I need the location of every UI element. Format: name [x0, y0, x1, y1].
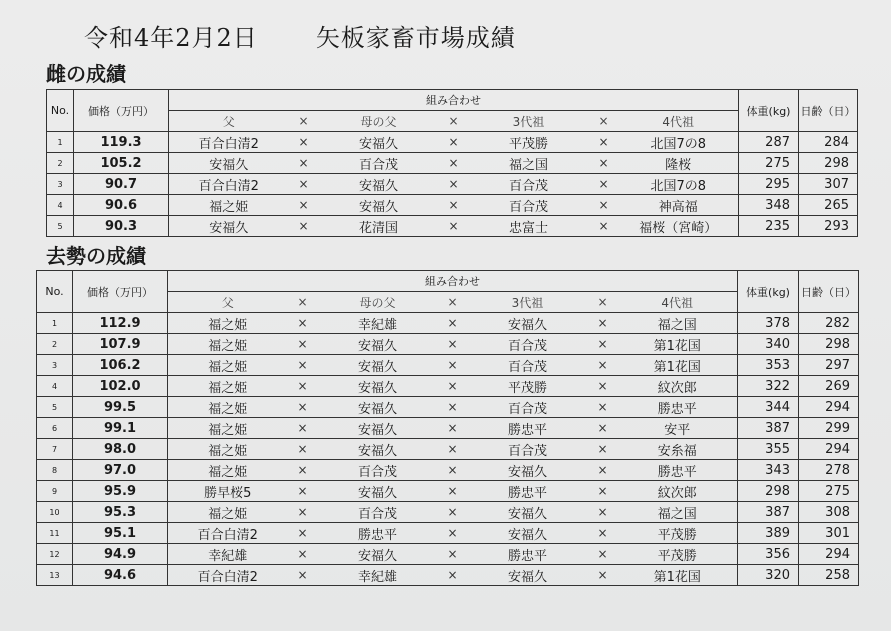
weight-cell: 340 — [738, 334, 799, 355]
age-cell: 269 — [799, 376, 859, 397]
times-sign: × — [438, 544, 468, 565]
gen3-cell: 安福久 — [468, 502, 588, 523]
gen3-cell: 百合茂 — [468, 355, 588, 376]
times-sign: × — [288, 313, 318, 334]
header-age: 日齢（日） — [799, 90, 858, 132]
mother-father-cell: 安福久 — [318, 544, 438, 565]
female-section-title: 雌の成績 — [46, 62, 126, 86]
weight-cell: 343 — [738, 460, 799, 481]
times-sign: × — [288, 460, 318, 481]
father-cell: 福之姫 — [168, 460, 288, 481]
times-sign: × — [589, 216, 619, 237]
times-sign: × — [588, 523, 618, 544]
times-sign: × — [588, 439, 618, 460]
age-cell: 297 — [799, 355, 859, 376]
times-sign: × — [438, 334, 468, 355]
gen3-cell: 勝忠平 — [468, 481, 588, 502]
times-sign: × — [289, 216, 319, 237]
mother-father-cell: 百合茂 — [318, 460, 438, 481]
gen4-cell: 北国7の8 — [619, 174, 739, 195]
header-combination: 組み合わせ — [168, 271, 738, 292]
gen3-cell: 百合茂 — [468, 334, 588, 355]
header-gen4: 4代祖 — [619, 111, 739, 132]
header-price: 価格（万円） — [73, 271, 168, 313]
gen3-cell: 百合茂 — [468, 439, 588, 460]
row-number: 13 — [37, 565, 73, 586]
table-row — [47, 195, 858, 216]
mother-father-cell: 百合茂 — [318, 502, 438, 523]
times-sign: × — [288, 418, 318, 439]
price-cell: 97.0 — [73, 460, 168, 481]
gen3-cell: 平茂勝 — [468, 376, 588, 397]
price-cell: 90.6 — [74, 195, 169, 216]
times-sign: × — [588, 355, 618, 376]
row-number: 1 — [47, 132, 74, 153]
table-row — [37, 313, 859, 334]
gen4-cell: 第1花国 — [618, 565, 738, 586]
row-number: 5 — [47, 216, 74, 237]
gen3-cell: 安福久 — [468, 523, 588, 544]
age-cell: 308 — [799, 502, 859, 523]
price-cell: 106.2 — [73, 355, 168, 376]
table-row — [47, 132, 858, 153]
gen4-cell: 福之国 — [618, 313, 738, 334]
table-row — [37, 523, 859, 544]
mother-father-cell: 安福久 — [318, 397, 438, 418]
gen3-cell: 安福久 — [468, 565, 588, 586]
header-gen3: 3代祖 — [469, 111, 589, 132]
gen4-cell: 福桜（宮崎） — [619, 216, 739, 237]
mother-father-cell: 安福久 — [318, 376, 438, 397]
steer-section-title: 去勢の成績 — [46, 244, 146, 268]
gen4-cell: 平茂勝 — [618, 523, 738, 544]
times-sign: × — [438, 502, 468, 523]
age-cell: 294 — [799, 544, 859, 565]
table-row — [47, 153, 858, 174]
times-sign: × — [438, 460, 468, 481]
row-number: 2 — [47, 153, 74, 174]
father-cell: 安福久 — [169, 216, 289, 237]
weight-cell: 387 — [738, 502, 799, 523]
gen4-cell: 勝忠平 — [618, 460, 738, 481]
gen4-cell: 安糸福 — [618, 439, 738, 460]
father-cell: 百合白清2 — [168, 523, 288, 544]
table-row — [37, 397, 859, 418]
times-sign: × — [588, 565, 618, 586]
times-sign: × — [288, 544, 318, 565]
times-sign: × — [289, 132, 319, 153]
header-combination: 組み合わせ — [169, 90, 739, 111]
father-cell: 百合白清2 — [168, 565, 288, 586]
times-sign: × — [438, 523, 468, 544]
times-sign: × — [589, 153, 619, 174]
age-cell: 298 — [799, 153, 858, 174]
header-x: × — [438, 292, 468, 313]
page-title — [84, 18, 516, 53]
father-cell: 福之姫 — [168, 313, 288, 334]
header-no: No. — [47, 90, 74, 132]
times-sign: × — [439, 153, 469, 174]
mother-father-cell: 幸紀雄 — [318, 565, 438, 586]
age-cell: 258 — [799, 565, 859, 586]
times-sign: × — [438, 355, 468, 376]
gen3-cell: 忠富士 — [469, 216, 589, 237]
weight-cell: 320 — [738, 565, 799, 586]
table-row — [37, 376, 859, 397]
times-sign: × — [288, 565, 318, 586]
mother-father-cell: 百合茂 — [319, 153, 439, 174]
father-cell: 安福久 — [169, 153, 289, 174]
times-sign: × — [288, 376, 318, 397]
father-cell: 福之姫 — [168, 418, 288, 439]
header-x: × — [288, 292, 318, 313]
father-cell: 百合白清2 — [169, 174, 289, 195]
table-row — [37, 439, 859, 460]
market-name: 矢板家畜市場成績 — [315, 24, 516, 52]
times-sign: × — [438, 313, 468, 334]
father-cell: 勝早桜5 — [168, 481, 288, 502]
times-sign: × — [438, 565, 468, 586]
father-cell: 福之姫 — [168, 397, 288, 418]
gen4-cell: 隆桜 — [619, 153, 739, 174]
gen4-cell: 神高福 — [619, 195, 739, 216]
gen3-cell: 福之国 — [469, 153, 589, 174]
gen4-cell: 勝忠平 — [618, 397, 738, 418]
age-cell: 294 — [799, 439, 859, 460]
times-sign: × — [588, 313, 618, 334]
gen3-cell: 百合茂 — [469, 195, 589, 216]
gen4-cell: 北国7の8 — [619, 132, 739, 153]
times-sign: × — [588, 544, 618, 565]
row-number: 11 — [37, 523, 73, 544]
weight-cell: 298 — [738, 481, 799, 502]
weight-cell: 353 — [738, 355, 799, 376]
weight-cell: 295 — [739, 174, 799, 195]
father-cell: 福之姫 — [168, 376, 288, 397]
price-cell: 112.9 — [73, 313, 168, 334]
age-cell: 275 — [799, 481, 859, 502]
price-cell: 98.0 — [73, 439, 168, 460]
father-cell: 百合白清2 — [169, 132, 289, 153]
weight-cell: 235 — [739, 216, 799, 237]
times-sign: × — [439, 132, 469, 153]
father-cell: 福之姫 — [168, 439, 288, 460]
times-sign: × — [588, 418, 618, 439]
times-sign: × — [288, 502, 318, 523]
header-father: 父 — [168, 292, 288, 313]
weight-cell: 389 — [738, 523, 799, 544]
times-sign: × — [438, 418, 468, 439]
weight-cell: 378 — [738, 313, 799, 334]
father-cell: 福之姫 — [168, 334, 288, 355]
times-sign: × — [589, 174, 619, 195]
times-sign: × — [288, 397, 318, 418]
times-sign: × — [439, 216, 469, 237]
price-cell: 105.2 — [74, 153, 169, 174]
age-cell: 294 — [799, 397, 859, 418]
gen4-cell: 紋次郎 — [618, 376, 738, 397]
gen3-cell: 勝忠平 — [468, 418, 588, 439]
times-sign: × — [438, 376, 468, 397]
mother-father-cell: 安福久 — [319, 174, 439, 195]
row-number: 6 — [37, 418, 73, 439]
times-sign: × — [588, 481, 618, 502]
row-number: 12 — [37, 544, 73, 565]
times-sign: × — [438, 481, 468, 502]
age-cell: 284 — [799, 132, 858, 153]
times-sign: × — [288, 439, 318, 460]
table-row — [37, 334, 859, 355]
times-sign: × — [588, 502, 618, 523]
header-mother-father: 母の父 — [318, 292, 438, 313]
price-cell: 102.0 — [73, 376, 168, 397]
weight-cell: 348 — [739, 195, 799, 216]
father-cell: 福之姫 — [169, 195, 289, 216]
age-cell: 282 — [799, 313, 859, 334]
price-cell: 94.9 — [73, 544, 168, 565]
age-cell: 298 — [799, 334, 859, 355]
gen3-cell: 勝忠平 — [468, 544, 588, 565]
row-number: 1 — [37, 313, 73, 334]
times-sign: × — [589, 132, 619, 153]
mother-father-cell: 勝忠平 — [318, 523, 438, 544]
times-sign: × — [588, 460, 618, 481]
row-number: 2 — [37, 334, 73, 355]
header-no: No. — [37, 271, 73, 313]
row-number: 5 — [37, 397, 73, 418]
gen3-cell: 百合茂 — [469, 174, 589, 195]
table-row — [37, 565, 859, 586]
father-cell: 福之姫 — [168, 355, 288, 376]
price-cell: 99.5 — [73, 397, 168, 418]
subheader-row — [47, 111, 858, 132]
table-row — [37, 355, 859, 376]
table-row — [47, 216, 858, 237]
times-sign: × — [288, 334, 318, 355]
gen3-cell: 安福久 — [468, 460, 588, 481]
weight-cell: 287 — [739, 132, 799, 153]
times-sign: × — [588, 376, 618, 397]
times-sign: × — [589, 195, 619, 216]
price-cell: 119.3 — [74, 132, 169, 153]
header-age: 日齢（日） — [799, 271, 859, 313]
times-sign: × — [588, 334, 618, 355]
row-number: 10 — [37, 502, 73, 523]
times-sign: × — [288, 481, 318, 502]
mother-father-cell: 花清国 — [319, 216, 439, 237]
header-x: × — [439, 111, 469, 132]
table-row — [37, 544, 859, 565]
times-sign: × — [439, 195, 469, 216]
table-row — [37, 460, 859, 481]
mother-father-cell: 安福久 — [318, 418, 438, 439]
gen4-cell: 安平 — [618, 418, 738, 439]
header-x: × — [589, 111, 619, 132]
gen4-cell: 第1花国 — [618, 334, 738, 355]
header-weight: 体重(kg) — [739, 90, 799, 132]
weight-cell: 344 — [738, 397, 799, 418]
row-number: 3 — [47, 174, 74, 195]
steer-results-table — [36, 270, 859, 586]
mother-father-cell: 幸紀雄 — [318, 313, 438, 334]
weight-cell: 322 — [738, 376, 799, 397]
row-number: 7 — [37, 439, 73, 460]
times-sign: × — [288, 523, 318, 544]
weight-cell: 356 — [738, 544, 799, 565]
price-cell: 95.1 — [73, 523, 168, 544]
header-gen4: 4代祖 — [618, 292, 738, 313]
price-cell: 99.1 — [73, 418, 168, 439]
age-cell: 307 — [799, 174, 858, 195]
weight-cell: 355 — [738, 439, 799, 460]
table-row — [37, 418, 859, 439]
times-sign: × — [288, 355, 318, 376]
gen4-cell: 平茂勝 — [618, 544, 738, 565]
mother-father-cell: 安福久 — [318, 439, 438, 460]
price-cell: 95.9 — [73, 481, 168, 502]
mother-father-cell: 安福久 — [318, 481, 438, 502]
mother-father-cell: 安福久 — [318, 355, 438, 376]
gen3-cell: 平茂勝 — [469, 132, 589, 153]
mother-father-cell: 安福久 — [319, 132, 439, 153]
age-cell: 265 — [799, 195, 858, 216]
price-cell: 95.3 — [73, 502, 168, 523]
father-cell: 福之姫 — [168, 502, 288, 523]
gen3-cell: 百合茂 — [468, 397, 588, 418]
row-number: 3 — [37, 355, 73, 376]
header-gen3: 3代祖 — [468, 292, 588, 313]
header-price: 価格（万円） — [74, 90, 169, 132]
table-row — [47, 174, 858, 195]
weight-cell: 275 — [739, 153, 799, 174]
age-cell: 278 — [799, 460, 859, 481]
times-sign: × — [588, 397, 618, 418]
header-row — [37, 271, 859, 292]
gen4-cell: 福之国 — [618, 502, 738, 523]
times-sign: × — [289, 174, 319, 195]
father-cell: 幸紀雄 — [168, 544, 288, 565]
age-cell: 301 — [799, 523, 859, 544]
gen3-cell: 安福久 — [468, 313, 588, 334]
header-x: × — [289, 111, 319, 132]
mother-father-cell: 安福久 — [319, 195, 439, 216]
female-results-table — [46, 89, 858, 237]
table-row — [37, 502, 859, 523]
row-number: 8 — [37, 460, 73, 481]
table-row — [37, 481, 859, 502]
age-cell: 293 — [799, 216, 858, 237]
times-sign: × — [438, 439, 468, 460]
row-number: 4 — [37, 376, 73, 397]
times-sign: × — [289, 153, 319, 174]
row-number: 4 — [47, 195, 74, 216]
mother-father-cell: 安福久 — [318, 334, 438, 355]
header-weight: 体重(kg) — [738, 271, 799, 313]
weight-cell: 387 — [738, 418, 799, 439]
gen4-cell: 紋次郎 — [618, 481, 738, 502]
sale-date: 令和4年2月2日 — [84, 24, 258, 52]
price-cell: 94.6 — [73, 565, 168, 586]
times-sign: × — [289, 195, 319, 216]
header-father: 父 — [169, 111, 289, 132]
row-number: 9 — [37, 481, 73, 502]
header-x: × — [588, 292, 618, 313]
age-cell: 299 — [799, 418, 859, 439]
gen4-cell: 第1花国 — [618, 355, 738, 376]
header-mother-father: 母の父 — [319, 111, 439, 132]
price-cell: 90.3 — [74, 216, 169, 237]
price-cell: 90.7 — [74, 174, 169, 195]
price-cell: 107.9 — [73, 334, 168, 355]
header-row — [47, 90, 858, 111]
times-sign: × — [439, 174, 469, 195]
times-sign: × — [438, 397, 468, 418]
